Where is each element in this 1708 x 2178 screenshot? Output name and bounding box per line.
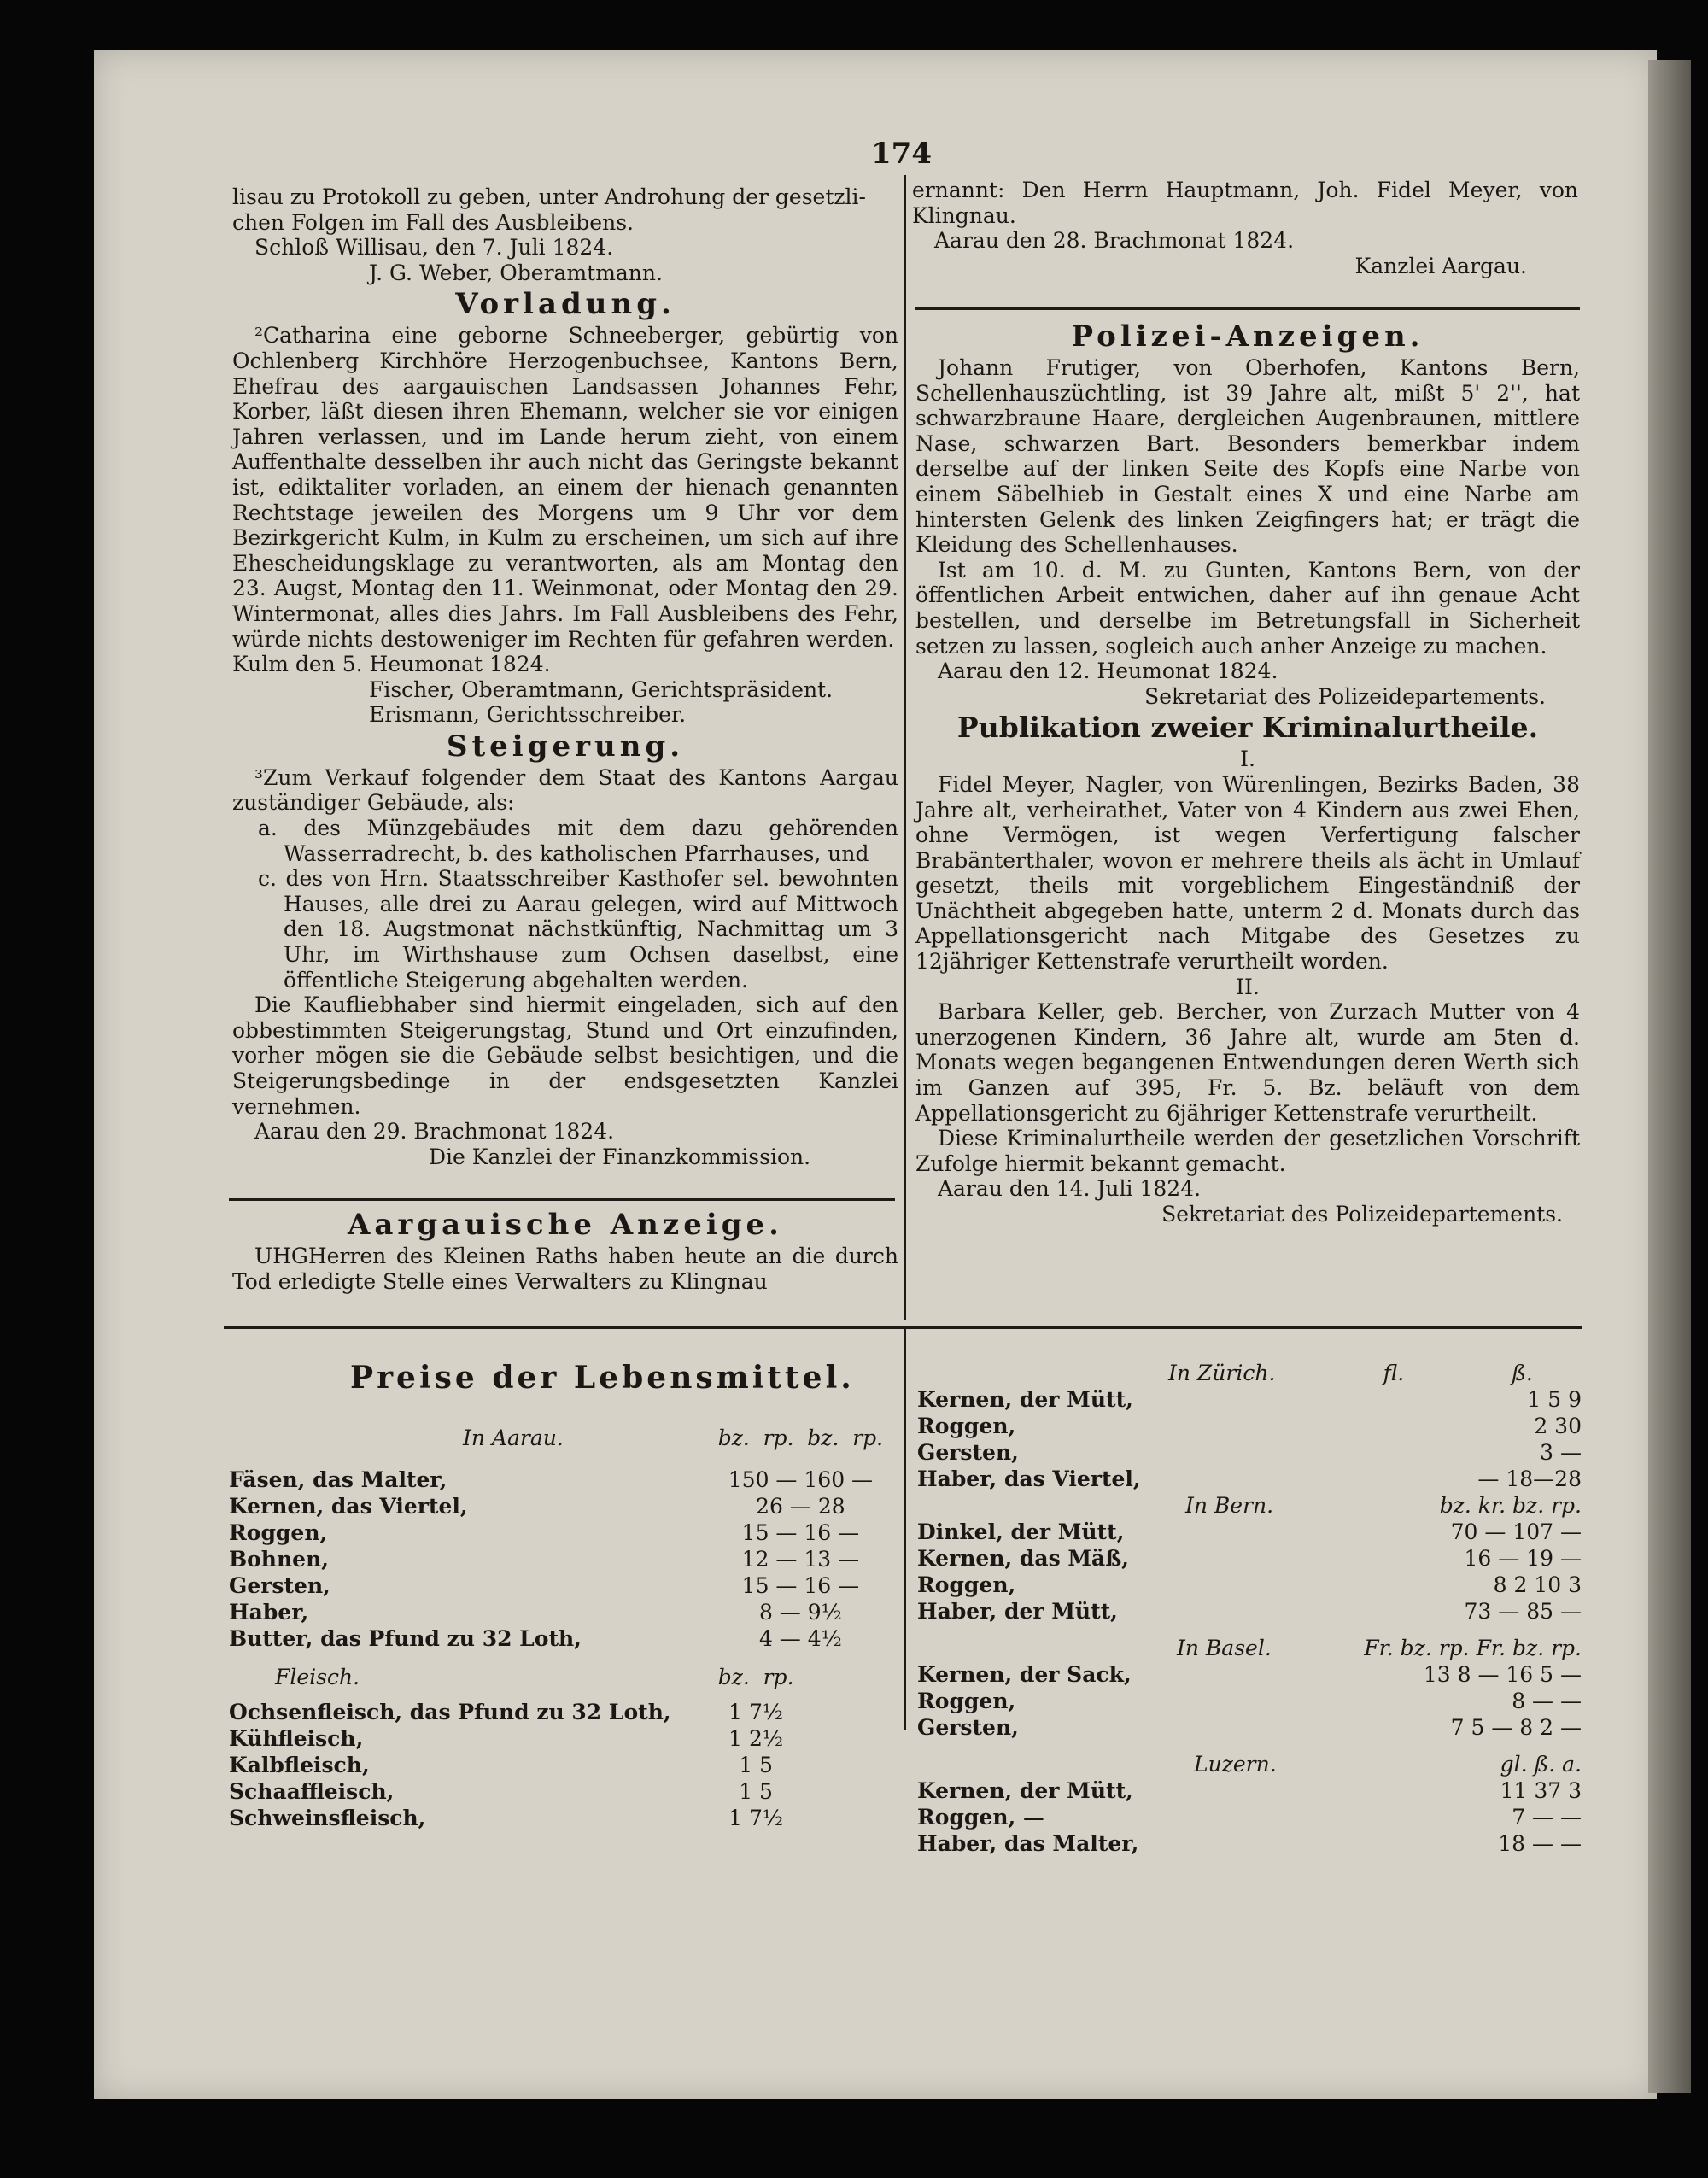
table-row (224, 1778, 890, 1805)
item-value: 4 — 4½ (758, 1626, 842, 1651)
item-value: 3 — (1540, 1440, 1582, 1465)
luzern-heading: Luzern. (1194, 1752, 1277, 1777)
table-row (224, 1805, 890, 1831)
vorladung-date: Kulm den 5. Heumonat 1824. (232, 652, 551, 677)
item-label: Kernen, das Viertel, (229, 1494, 468, 1519)
right-column (912, 178, 1578, 278)
item-value: 8 — 9½ (758, 1600, 842, 1625)
aargauische-signature: Kanzlei Aargau. (1354, 253, 1527, 278)
column-divider (904, 175, 906, 1320)
vorladung-heading: Vorladung. (455, 287, 676, 322)
fleisch-heading: Fleisch. (275, 1665, 360, 1689)
item-label: Schaaffleisch, (229, 1779, 395, 1804)
table-row (224, 1725, 890, 1752)
item-value: 15 — 16 — (741, 1520, 860, 1545)
item-label: Roggen, (917, 1689, 1016, 1713)
publikation-text: Diese Kriminalurtheile werden der gesetzlichen Vorschrift Zufolge hiermit bekannt gemacht. (915, 1126, 1580, 1176)
item-value: 150 — 160 — (728, 1467, 874, 1492)
unit-label: Fr. bz. rp. Fr. bz. rp. (1364, 1636, 1582, 1660)
unit-label: bz. (807, 1426, 839, 1450)
unit-label: fl. (1383, 1361, 1405, 1385)
item-value: 12 — 13 — (741, 1547, 860, 1572)
table-row (224, 1752, 890, 1778)
prices-title: Preise der Lebensmittel. (350, 1360, 855, 1396)
item-value: 70 — 107 — (1450, 1519, 1582, 1544)
item-value: 15 — 16 — (741, 1573, 860, 1598)
roman-numeral: I. (1240, 746, 1255, 772)
unit-label: rp. (852, 1426, 884, 1450)
table-row (912, 1661, 1587, 1688)
intro-line: chen Folgen im Fall des Ausbleibens. (232, 209, 634, 235)
basel-heading: In Basel. (1177, 1636, 1272, 1660)
publikation-heading: Publikation zweier Kriminalurtheile. (956, 711, 1539, 745)
aargauische-text: UHGHerren des Kleinen Raths haben heute an die durch Tod erledigte Stelle eines Verwalters zu Klingnau (232, 1244, 898, 1294)
table-row (224, 1467, 890, 1493)
item-label: Kernen, der Mütt, (917, 1387, 1133, 1412)
page-edge (1648, 60, 1691, 2093)
steigerung-date: Aarau den 29. Brachmonat 1824. (254, 1119, 615, 1145)
steigerung-item: c. des von Hrn. Staatsschreiber Kasthofer sel. bewohnten Hauses, alle drei zu Aarau gelegen, wird auf Mittwoch den 18. Augstmonat nächstkünftig, Nachmittag um 3 Uhr, im Wirthshause zum Ochsen daselbst, eine öffentliche Steigerung abgehalten werden. (258, 866, 898, 992)
item-value: 16 — 19 — (1464, 1546, 1582, 1571)
item-label: Roggen, (229, 1520, 328, 1545)
item-label: Gersten, (917, 1715, 1019, 1740)
item-label: Haber, das Malter, (917, 1831, 1139, 1856)
item-value: 2 30 (1534, 1414, 1582, 1438)
steigerung-item: a. des Münzgebäudes mit dem dazu gehörenden Wasserradrecht, b. des katholischen Pfarrhauses, und (258, 816, 898, 866)
table-row (224, 1599, 890, 1625)
publikation-text: Fidel Meyer, Nagler, von Würenlingen, Bezirks Baden, 38 Jahre alt, verheirathet, Vater von 4 Kindern aus zwei Ehen, ohne Vermögen, ist wegen Verfertigung falscher Brabänterthaler, wovon er mehrere theils als ächt in Umlauf gesetzt, theils mit vorgeblichem Eingeständniß der Unächtheit abgegeben hatte, unterm 2 d. Monats durch das Appellationsgericht nach Mitgabe des Gesetzes zu 12jähriger Kettenstrafe verurtheilt worden. (915, 771, 1580, 975)
intro-signature: J. G. Weber, Oberamtmann. (369, 260, 663, 285)
section-divider (915, 307, 1580, 310)
steigerung-intro: ³Zum Verkauf folgender dem Staat des Kantons Aargau zuständiger Gebäude, als: (232, 764, 898, 816)
item-label: Roggen, (917, 1572, 1016, 1597)
item-label: Kalbfleisch, (229, 1753, 370, 1777)
item-label: Kernen, das Mäß, (917, 1546, 1129, 1571)
item-value: 8 — — (1512, 1689, 1582, 1713)
item-value: 13 8 — 16 5 — (1423, 1662, 1582, 1687)
item-value: — 18—28 (1477, 1467, 1582, 1491)
item-value: 1 7½ (728, 1806, 784, 1830)
item-value: 7 — — (1512, 1805, 1582, 1830)
regional-price-table (912, 1360, 1587, 1857)
roman-numeral: II. (1236, 974, 1260, 999)
table-row (224, 1493, 890, 1519)
aarau-price-table (224, 1425, 890, 1831)
table-row (912, 1386, 1587, 1413)
unit-label: rp. (763, 1426, 794, 1450)
table-row (912, 1413, 1587, 1439)
item-label: Haber, das Viertel, (917, 1467, 1141, 1491)
unit-label: gl. ß. a. (1500, 1752, 1582, 1777)
table-row (912, 1830, 1587, 1857)
aarau-heading: In Aarau. (463, 1426, 564, 1450)
unit-label: ß. (1512, 1361, 1533, 1385)
item-value: 26 — 28 (756, 1494, 845, 1519)
polizei-heading: Polizei-Anzeigen. (1071, 319, 1424, 354)
polizei-text: Johann Frutiger, von Oberhofen, Kantons Bern, Schellenhauszüchtling, ist 39 Jahre alt, mißt 5' 2'', hat schwarzbraune Haare, dergleichen Augenbraunen, mittlere Nase, schwarzen Bart. Besonders bemerkbar indem derselbe auf der linken Seite des Kopfs eine Narbe von einem Säbelhieb in Gestalt eines X und eine Narbe am hintersten Gelenk des linken Zeigfingers hat; er trägt die Kleidung des Schellenhauses. (915, 355, 1580, 558)
table-row (912, 1439, 1587, 1466)
item-label: Gersten, (917, 1440, 1019, 1465)
vorladung-text: ²Catharina eine geborne Schneeberger, gebürtig von Ochlenberg Kirchhöre Herzogenbuchsee, Kantons Bern, Ehefrau des aargauischen Landsassen Johannes Fehr, Korber, läßt diesen ihren Ehemann, welcher sie vor einigen Jahren verlassen, und im Lande herum zieht, von einem Auffenthalte desselben ihr auch nicht das Geringste bekannt ist, ediktaliter vorladen, an einem der hienach genannten Rechtstage jeweilen des Morgens um 9 Uhr vor dem Bezirkgericht Kulm, in Kulm zu erscheinen, um sich auf ihre Ehescheidungsklage zu verantworten, als am Montag den 23. Augst, Montag den 11. Weinmonat, oder Montag den 29. Wintermonat, alles dies Jahrs. Im Fall Ausbleibens des Fehr, würde nichts destoweniger im Rechten für gefahren werden. (232, 323, 898, 652)
table-row (912, 1714, 1587, 1741)
unit-label: bz. (717, 1665, 750, 1689)
table-row (224, 1699, 890, 1725)
polizei-signature: Sekretariat des Polizeidepartements. (1144, 683, 1546, 709)
item-label: Schweinsfleisch, (229, 1806, 426, 1830)
aargauische-section (232, 1206, 898, 1294)
item-label: Fäsen, das Malter, (229, 1467, 447, 1492)
steigerung-heading: Steigerung. (446, 729, 685, 764)
item-label: Dinkel, der Mütt, (917, 1519, 1125, 1544)
page-number: 174 (871, 137, 932, 171)
unit-label: bz. kr. bz. rp. (1439, 1493, 1582, 1518)
table-row (912, 1572, 1587, 1598)
item-label: Bohnen, (229, 1547, 329, 1572)
steigerung-text: Die Kaufliebhaber sind hiermit eingeladen, sich auf den obbestimmten Steigerungstag, Stund und Ort einzufinden, vorher mögen sie die Gebäude selbst besichtigen, und die Steigerungsbedinge in der endsgesetzten Kanzlei vernehmen. (232, 992, 898, 1119)
unit-label: rp. (763, 1665, 794, 1689)
polizei-date: Aarau den 12. Heumonat 1824. (938, 659, 1278, 684)
table-row (912, 1688, 1587, 1714)
item-value: 11 37 3 (1500, 1778, 1582, 1803)
publikation-text: Barbara Keller, geb. Bercher, von Zurzach Mutter von 4 unerzogenen Kindern, 36 Jahre alt, wurde am 5ten d. Monats wegen begangenen Entwendungen deren Werth sich im Ganzen auf 395, Fr. 5. Bz. beläuft von dem Appellationsgericht zu 6jähriger Kettenstrafe verurtheilt. (915, 999, 1580, 1126)
item-label: Haber, (229, 1600, 309, 1625)
vorladung-signature: Erismann, Gerichtsschreiber. (369, 702, 687, 728)
table-row (224, 1546, 890, 1572)
left-column (232, 184, 898, 1169)
intro-line: lisau zu Protokoll zu geben, unter Androhung der gesetzli- (232, 184, 866, 209)
item-value: 1 7½ (728, 1700, 784, 1724)
unit-label: bz. (717, 1426, 750, 1450)
table-row (224, 1625, 890, 1652)
table-row (912, 1519, 1587, 1545)
steigerung-signature: Die Kanzlei der Finanzkommission. (429, 1144, 811, 1169)
item-value: 7 5 — 8 2 — (1450, 1715, 1582, 1740)
item-value: 8 2 10 3 (1493, 1572, 1582, 1597)
item-value: 73 — 85 — (1464, 1599, 1582, 1624)
publikation-signature: Sekretariat des Polizeidepartements. (1161, 1202, 1563, 1227)
item-label: Kernen, der Mütt, (917, 1778, 1133, 1803)
item-label: Ochsenfleisch, das Pfund zu 32 Loth, (229, 1700, 671, 1724)
publikation-date: Aarau den 14. Juli 1824. (938, 1176, 1202, 1202)
item-value: 1 2½ (728, 1726, 784, 1751)
item-label: Roggen, (917, 1414, 1016, 1438)
table-row (224, 1572, 890, 1599)
item-value: 18 — — (1498, 1831, 1582, 1856)
item-label: Kernen, der Sack, (917, 1662, 1132, 1687)
item-value: 1 5 9 (1527, 1387, 1582, 1412)
table-row (912, 1466, 1587, 1492)
item-label: Kühfleisch, (229, 1726, 364, 1751)
polizei-section (915, 318, 1580, 1227)
section-divider (229, 1198, 895, 1201)
item-label: Gersten, (229, 1573, 330, 1598)
item-value: 1 5 (739, 1779, 773, 1804)
intro-date: Schloß Willisau, den 7. Juli 1824. (254, 235, 614, 261)
item-label: Butter, das Pfund zu 32 Loth, (229, 1626, 582, 1651)
item-label: Roggen, — (917, 1805, 1044, 1830)
vorladung-signature: Fischer, Oberamtmann, Gerichtspräsident. (369, 676, 834, 702)
aargauische-continued: ernannt: Den Herrn Hauptmann, Joh. Fidel Meyer, von Klingnau. (912, 178, 1578, 228)
aargauische-heading: Aargauische Anzeige. (348, 1208, 783, 1242)
zurich-heading: In Zürich. (1168, 1361, 1276, 1385)
aargauische-date: Aarau den 28. Brachmonat 1824. (934, 228, 1295, 254)
table-row (912, 1804, 1587, 1830)
table-row (912, 1545, 1587, 1572)
table-row (912, 1777, 1587, 1804)
item-label: Haber, der Mütt, (917, 1599, 1118, 1624)
item-value: 1 5 (739, 1753, 773, 1777)
prices-column-divider (904, 1329, 906, 1730)
prices-divider (224, 1326, 1582, 1329)
polizei-text: Ist am 10. d. M. zu Gunten, Kantons Bern, von der öffentlichen Arbeit entwichen, daher auf ihn genaue Acht bestellen, und derselbe im Betretungsfall in Sicherheit setzen zu lassen, sogleich auch anher Anzeige zu machen. (915, 557, 1580, 659)
bern-heading: In Bern. (1185, 1493, 1274, 1518)
table-row (224, 1519, 890, 1546)
table-row (912, 1598, 1587, 1625)
